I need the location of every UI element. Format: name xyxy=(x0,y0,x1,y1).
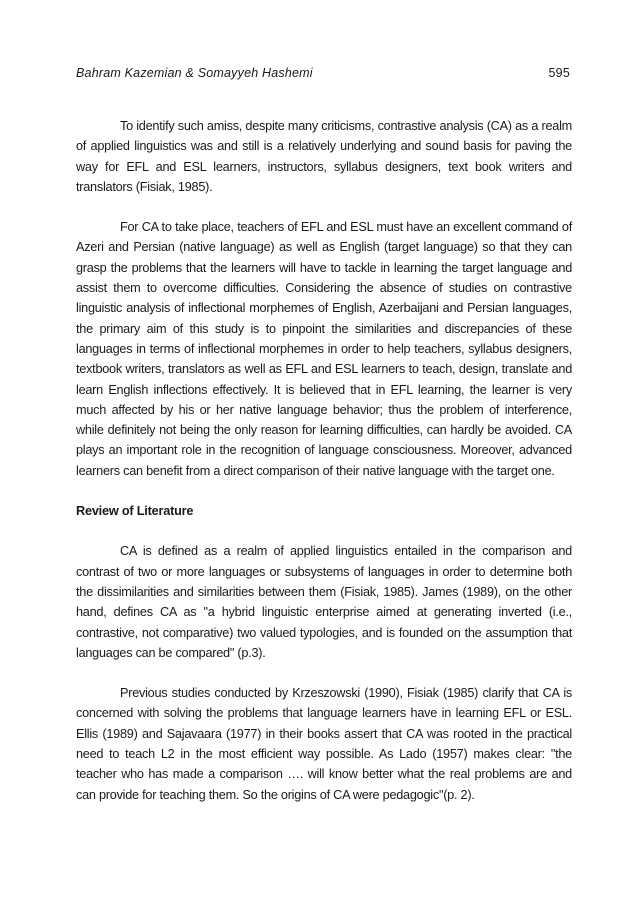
paragraph-definition: CA is defined as a realm of applied linguistics entailed in the comparison and contrast of two or more languages or subsystems of languages in order to determine both the dissimilarities and similarities between them (Fisiak, 1985). James (1989), on the other hand, defines CA as "a hybrid linguistic enterprise aimed at generating inverted (i.e., contrastive, not comparative) two valued typologies, and is founded on the assumption that languages can be compared" (p.3). xyxy=(76,544,572,660)
paragraph-previous-studies: Previous studies conducted by Krzeszowski (1990), Fisiak (1985) clarify that CA is concerned with solving the problems that language learners have in learning EFL or ESL. Ellis (1989) and Sajavaara (1977) in their books assert that CA was rooted in the practical need to teach L2 in the most efficient way possible. As Lado (1957) makes clear: "the teacher who has made a comparison …. will know better what the real problems are and can provide for teaching them. So the origins of CA were pedagogic"(p. 2). xyxy=(76,686,572,802)
page-body xyxy=(76,116,572,825)
paragraph-purpose: For CA to take place, teachers of EFL and ESL must have an excellent command of Azeri and Persian (native language) as well as English (target language) so that they can grasp the problems that the learners will have to tackle in learning the target language and assist them to overcome difficulties. Considering the absence of studies on contrastive linguistic analysis of inflectional morphemes of English, Azerbaijani and Persian languages, the primary aim of this study is to pinpoint the similarities and discrepancies of these languages in terms of inflectional morphemes in order to help teachers, syllabus designers, textbook writers, translators as well as EFL and ESL learners to teach, design, translate and learn English inflections effectively. It is believed that in EFL learning, the learner is very much affected by his or her native language behavior; thus the problem of interference, while definitely not being the only reason for learning difficulties, can hardly be avoided. CA plays an important role in the recognition of language consciousness. Moreover, advanced learners can benefit from a direct comparison of their native language with the target one. xyxy=(76,220,572,478)
paragraph-intro: To identify such amiss, despite many criticisms, contrastive analysis (CA) as a realm of applied linguistics was and still is a relatively underlying and sound basis for paving the way for EFL and ESL learners, instructors, syllabus designers, text book writers and translators (Fisiak, 1985). xyxy=(76,119,572,194)
header-authors: Bahram Kazemian & Somayyeh Hashemi xyxy=(76,66,313,80)
page-number: 595 xyxy=(548,66,570,80)
section-heading: Review of Literature xyxy=(76,504,194,519)
running-header xyxy=(76,66,570,80)
